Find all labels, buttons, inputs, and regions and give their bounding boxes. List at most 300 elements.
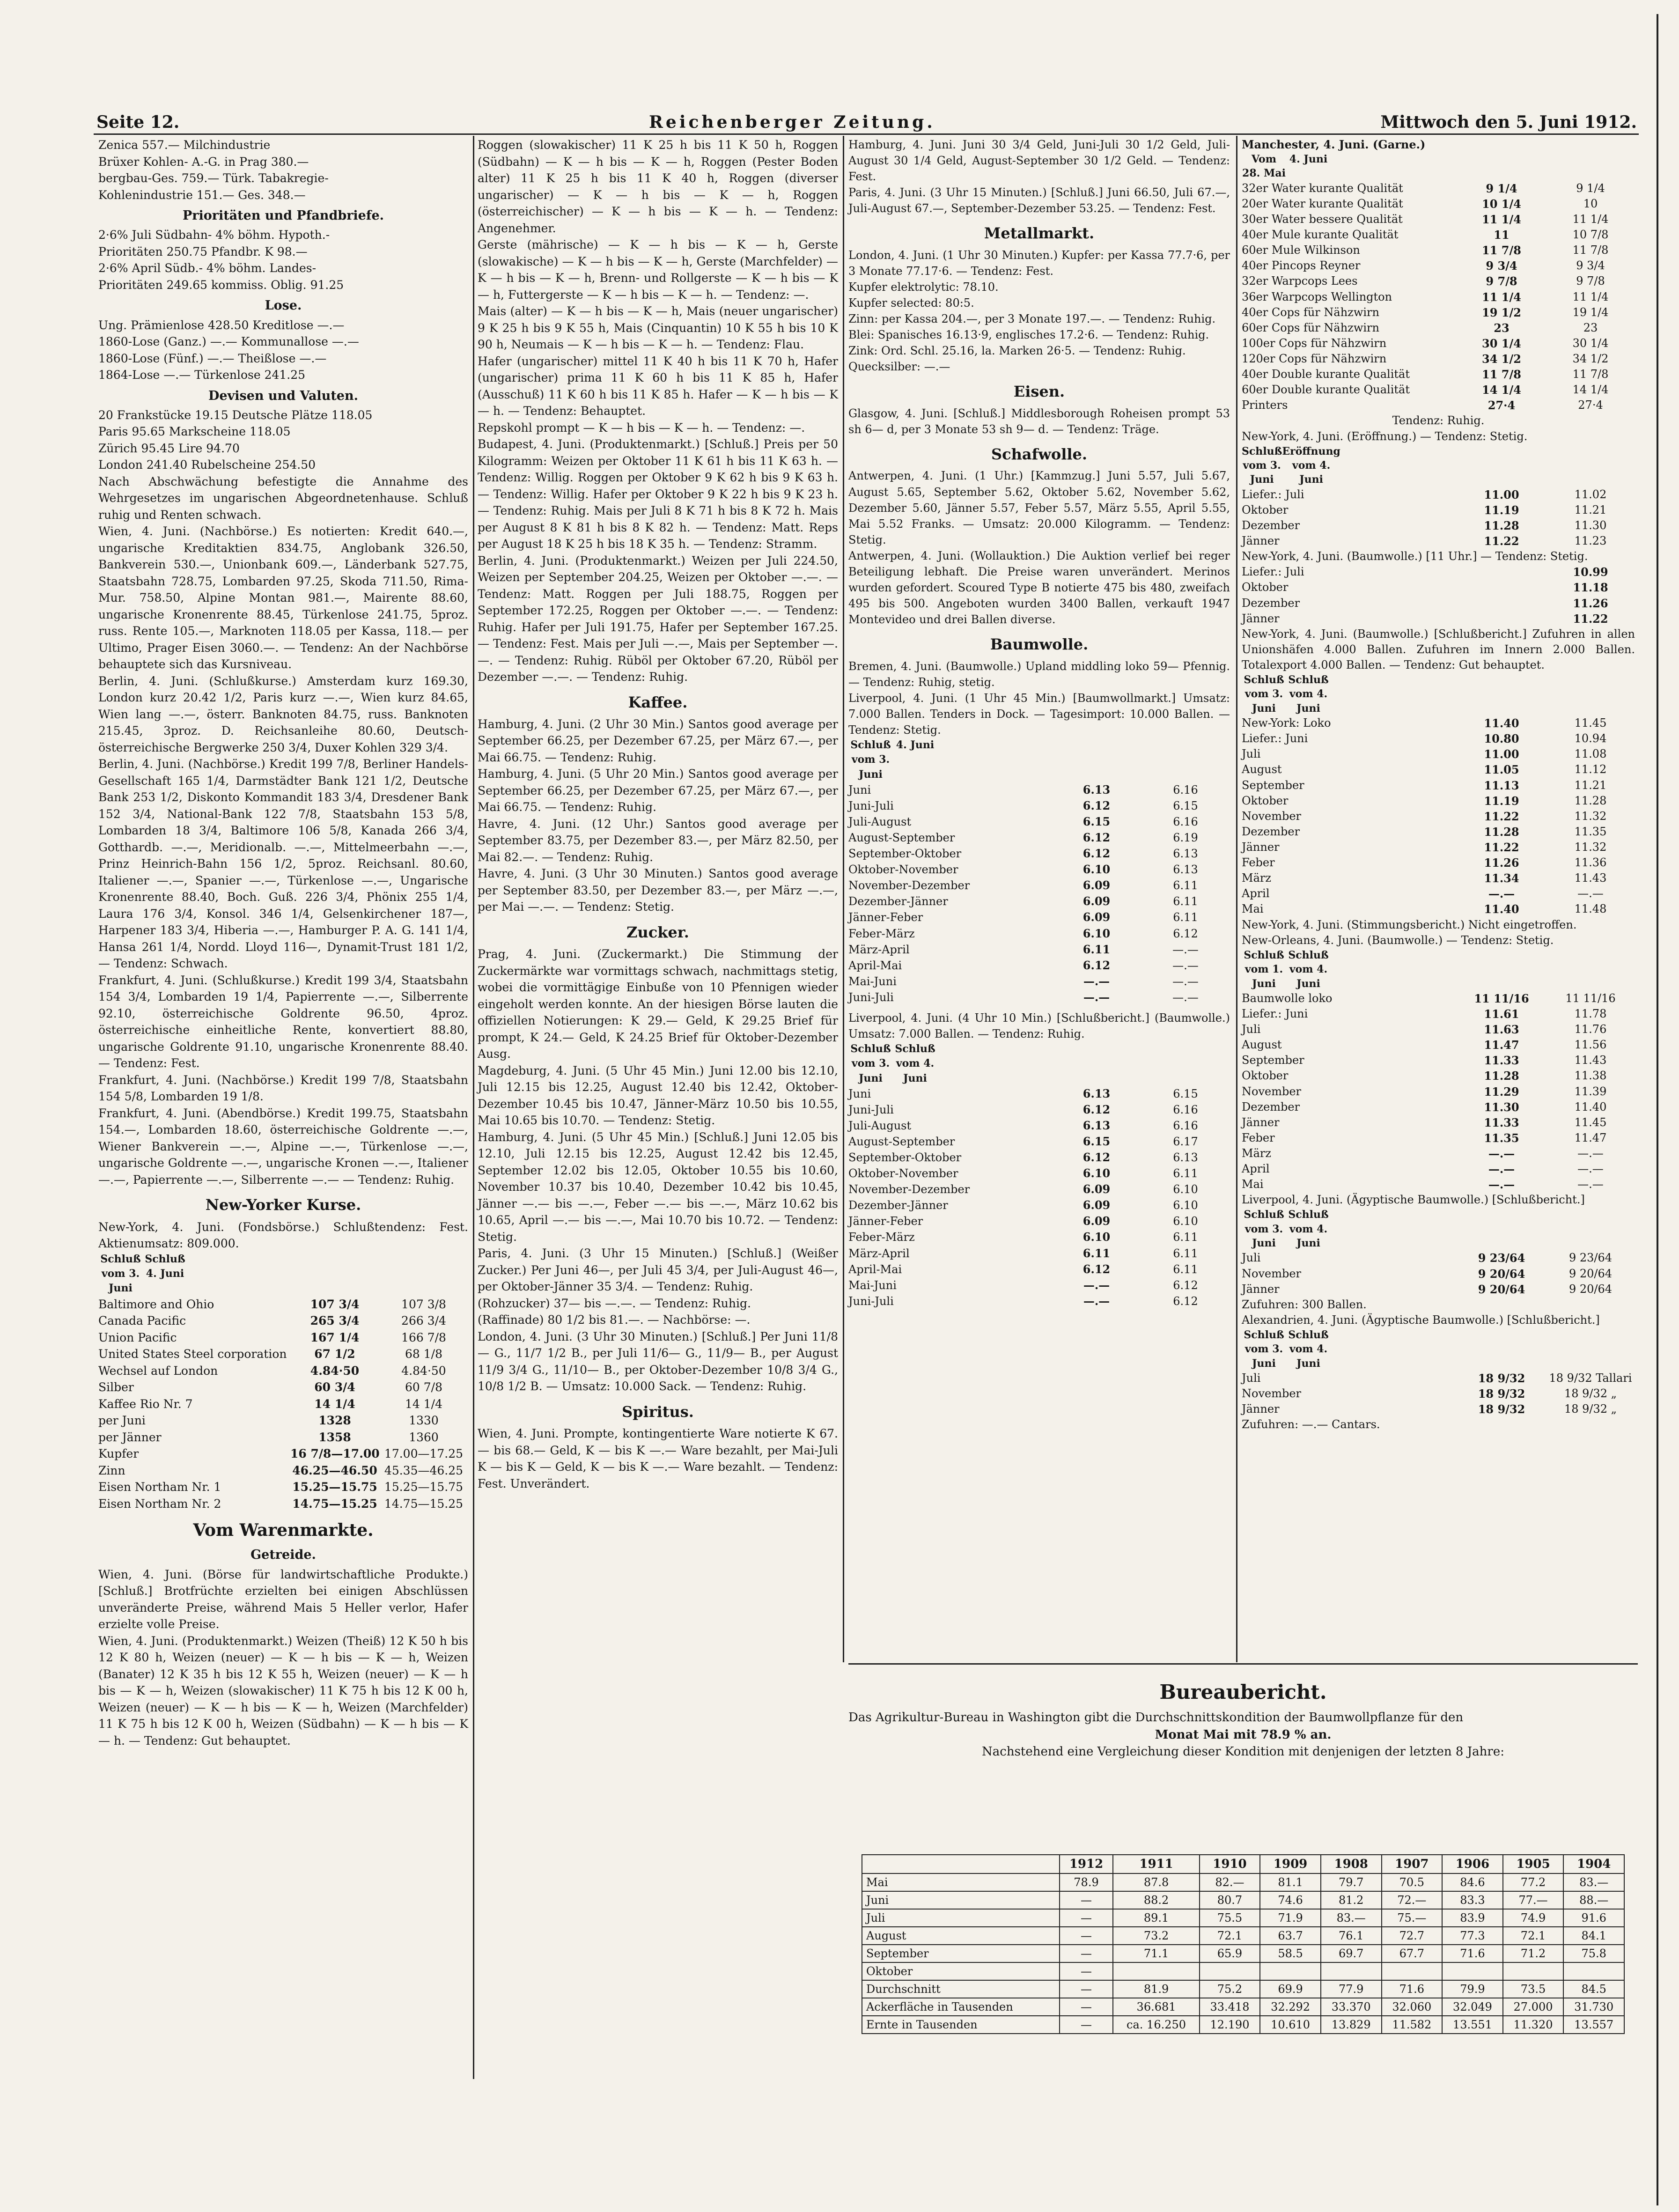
table-row <box>848 1165 1230 1181</box>
table-cell: 9 7/8 <box>1576 274 1605 288</box>
table-cell: 82.— <box>1200 1873 1260 1891</box>
table-row <box>98 1479 468 1496</box>
table-cell: 11.582 <box>1382 2016 1443 2034</box>
table-cell: 6.17 <box>1173 1135 1198 1148</box>
table-row <box>1242 1161 1635 1177</box>
table-row <box>862 1909 1624 1927</box>
table-row <box>1242 1037 1635 1053</box>
article-paragraph: Frankfurt, 4. Juni. (Schlußkurse.) Kredit 199 3/4, Staatsbahn 154 3/4, Lombarden 19 1/4, Papierrente —.—, Silberrente 92.10, österreichische Goldrente 96.50, 4proz. österreichische einheitliche Rente, konvertiert 88.80, ungarische Goldrente 91.10, ungarische Kronenrente 88.40. — Tendenz: Fest. <box>98 973 468 1070</box>
article-paragraph: Antwerpen, 4. Juni. (1 Uhr.) [Kammzug.] Juni 5.57, Juli 5.67, August 5.65, September 5.62, Oktober 5.62, November 5.62, Dezember 5.60, Jänner 5.57, Feber 5.57, März 5.55, April 5.55, Mai 5.52 Franks. — Umsatz: 20.000 Kilogramm. — Tendenz: Stetig. <box>848 469 1230 546</box>
table-cell: 11.47 <box>1574 1131 1607 1144</box>
table-cell: 11.40 <box>1484 716 1519 730</box>
table-cell: 83.— <box>1563 1873 1624 1891</box>
table-row <box>98 1363 468 1379</box>
table-cell: 11.22 <box>1484 809 1519 823</box>
table-cell: 71.2 <box>1503 1945 1564 1962</box>
table-cell <box>1113 1962 1199 1980</box>
table-row <box>1242 367 1635 382</box>
table-cell: 11.47 <box>1484 1038 1519 1052</box>
table-cell: 11.45 <box>1574 1115 1607 1129</box>
table-cell: Baumwolle loko <box>1242 991 1333 1005</box>
table-cell: 72.— <box>1382 1891 1443 1909</box>
table-row <box>1242 305 1635 320</box>
column-3 <box>848 137 1230 1309</box>
table-header-cell: 4. Juni <box>896 739 935 752</box>
table-header-cell: Schluß vom 3. Juni <box>850 1043 891 1084</box>
table-cell: 11.26 <box>1484 856 1519 870</box>
table-cell: Oktober <box>1242 1069 1289 1083</box>
table-cell: Juli-August <box>848 815 912 828</box>
table-cell: 11.56 <box>1574 1038 1607 1052</box>
table-cell: Mai <box>862 1873 1060 1891</box>
article-paragraph: Antwerpen, 4. Juni. (Wollauktion.) Die Auktion verlief bei reger Beteiligung lebhaft. Die Preise waren unverändert. Merinos wurden gefordert. Scoured Type B notierte 475 bis 480, zweifach 495 bis 500. Angeboten wurden 3400 Ballen, verkauft 1947 Montevideo und drei Ballen diverse. <box>848 549 1230 627</box>
table-cell: 11.18 <box>1573 581 1608 595</box>
data-table <box>1242 673 1635 917</box>
table-cell: 33.418 <box>1200 1998 1260 2016</box>
article-paragraph: Wien, 4. Juni. (Börse für landwirtschaftliche Produkte.) [Schluß.] Brotfrüchte erzielten bei einigen Abschlüssen unveränderte Preise, während Mais 5 Heller verlor, Hafer erzielte volle Preise. <box>98 1567 468 1631</box>
newspaper-title: Reichenberger Zeitung. <box>649 112 935 132</box>
table-cell: 72.7 <box>1382 1927 1443 1945</box>
table-cell: Juni-Juli <box>848 1103 894 1116</box>
table-cell: 11.40 <box>1484 902 1519 916</box>
table-row <box>98 1312 468 1329</box>
column-rule-3 <box>1236 136 1237 1662</box>
table-cell: 6.15 <box>1083 814 1111 828</box>
table-cell: Juni <box>862 1891 1060 1909</box>
table-row <box>1242 1266 1635 1282</box>
bureau-section <box>848 1672 1638 1761</box>
table-cell: 83.— <box>1321 1909 1382 1927</box>
table-cell: Liefer.: Juni <box>1242 1007 1308 1020</box>
table-cell: 11.48 <box>1574 902 1607 916</box>
article-paragraph: New-York, 4. Juni. (Eröffnung.) — Tendenz: Stetig. <box>1242 429 1528 443</box>
table-cell: 6.15 <box>1173 1087 1198 1100</box>
table-cell: 27·4 <box>1578 398 1603 412</box>
table-cell: November <box>1242 809 1302 823</box>
table-cell: 100er Cops für Nähzwirn <box>1242 336 1387 350</box>
table-cell: 6.10 <box>1083 926 1111 940</box>
table-cell: 9 20/64 <box>1569 1282 1613 1296</box>
table-cell: Printers <box>1242 398 1288 412</box>
table-cell: — <box>1060 1909 1113 1927</box>
table-cell: 79.9 <box>1442 1980 1503 1998</box>
table-cell: 18 9/32 Tallari <box>1549 1371 1632 1385</box>
table-cell: New-York: Loko <box>1242 716 1331 730</box>
table-cell: Feber <box>1242 856 1275 870</box>
table-cell: 11.30 <box>1484 1100 1519 1114</box>
table-cell: 14 1/4 <box>314 1397 355 1411</box>
table-cell: 167 1/4 <box>310 1330 360 1344</box>
table-cell: 11.35 <box>1484 1131 1519 1145</box>
article-paragraph: London, 4. Juni. (1 Uhr 30 Minuten.) Kupfer: per Kassa 77.7·6, per 3 Monate 77.17·6. — Tendenz: Fest. <box>848 248 1230 278</box>
table-row <box>848 1086 1230 1102</box>
table-cell: 88.2 <box>1113 1891 1199 1909</box>
table-row <box>98 1329 468 1346</box>
table-cell: 84.6 <box>1442 1873 1503 1891</box>
table-cell: Silber <box>98 1380 134 1394</box>
table-cell: Juli <box>1242 1371 1261 1385</box>
table-cell: Jänner <box>1242 534 1280 548</box>
table-cell: 11.08 <box>1574 747 1607 761</box>
table-row <box>848 926 1230 942</box>
table-header-row <box>1242 673 1331 715</box>
table-header-cell: Vom 28. Mai <box>1242 153 1286 180</box>
table-cell: 81.1 <box>1260 1873 1321 1891</box>
table-row <box>1242 715 1635 731</box>
table-cell: 266 3/4 <box>401 1314 446 1328</box>
article-paragraph: Frankfurt, 4. Juni. (Abendbörse.) Kredit 199.75, Staatsbahn 154.—, Lombarden 18.60, österreichische Goldrente —.—, Wiener Bankverein —.—, Alpine —.—, Türkenlose —.—, ungarische Goldrente —.—, ungarische Kronen —.—, Italiener —.—, Papierrente —.—, Silberrente —.— — Tendenz: Ruhig. <box>98 1106 468 1187</box>
table-row <box>848 846 1230 862</box>
table-row <box>98 1429 468 1446</box>
table-cell: 11.22 <box>1484 534 1519 548</box>
table-row <box>848 1229 1230 1245</box>
table-row <box>1242 778 1635 793</box>
table-cell: 6.15 <box>1083 1134 1111 1148</box>
article-paragraph: Wien, 4. Juni. (Nachbörse.) Es notierten: Kredit 640.—, ungarische Kreditaktien 834.75, Anglobank 326.50, Bankverein 530.—, Unionbank 609.—, Länderbank 527.75, Staatsbahn 728.75, Lombarden 97.25, Skoda 711.50, Rima-Mur. 758.50, Alpine Montan 981.—, Mairente 88.60, ungarische Kronenrente 88.45, Türkenlose 241.75, 5proz. russ. Rente 105.—, Marknoten 118.05 per Kassa, 118.— per Ultimo, Prager Eisen 3060.—. — Tendenz: An der Nachbörse behauptete sich das Kursniveau. <box>98 524 468 671</box>
table-row <box>1242 1401 1635 1417</box>
article-paragraph: Monat Mai mit 78.9 % an. <box>1155 1727 1332 1742</box>
section-heading-devisen: Devisen und Valuten. <box>208 388 359 403</box>
table-cell: —.— <box>1083 1278 1110 1292</box>
table-cell: Juli <box>862 1909 1060 1927</box>
article-paragraph: Prag, 4. Juni. (Zuckermarkt.) Die Stimmung der Zuckermärkte war vormittags schwach, nachmittags stetig, wobei die vormittägige Einbuße von 10 Pfennigen wieder eingeholt werden konnte. An der hiesigen Börse lauten die offiziellen Notierungen: K 29.— Geld, K 29.25 Brief für prompt, K 24.— Geld, K 24.25 Brief für Oktober-Dezember Ausg. <box>478 947 838 1061</box>
table-row <box>848 1150 1230 1165</box>
table-cell: 84.1 <box>1563 1927 1624 1945</box>
table-cell: August-September <box>848 1135 955 1148</box>
table-cell: 9 3/4 <box>1486 259 1517 273</box>
table-cell: 13.551 <box>1442 2016 1503 2034</box>
table-header-cell: 4. Juni <box>1289 153 1328 166</box>
table-cell: Oktober <box>1242 503 1289 516</box>
table-row <box>1242 320 1635 336</box>
article-paragraph: Nach Abschwächung befestigte die Annahme des Wehrgesetzes im ungarischen Abgeordnetenhause. Schluß ruhig und Renten schwach. <box>98 474 468 522</box>
table-cell: 32.292 <box>1260 1998 1321 2016</box>
table-cell: 107 3/8 <box>401 1297 446 1311</box>
table-cell: 78.9 <box>1060 1873 1113 1891</box>
table-cell: März-April <box>848 1246 910 1260</box>
data-table <box>1242 152 1635 413</box>
table-cell: —.— <box>1488 1162 1515 1176</box>
table-row <box>1242 1146 1635 1161</box>
table-cell: 6.12 <box>1083 1262 1111 1276</box>
article-paragraph: Berlin, 4. Juni. (Schlußkurse.) Amsterdam kurz 169.30, London kurz 20.42 1/2, Paris kurz —.—, Wien kurz 84.65, Wien lang —.—, österr. Banknoten 84.75, russ. Banknoten 215.45, 3proz. D. Reichsanleihe 80.60, Deutsch-österreichische Bergwerke 250 3/4, Duxer Kohlen 329 3/4. <box>98 674 468 754</box>
table-cell: Jänner-Feber <box>848 911 923 924</box>
table-cell <box>1260 1962 1321 1980</box>
table-cell: 11 <box>1494 228 1510 242</box>
table-cell: Dezember <box>1242 1100 1300 1113</box>
table-cell: 71.1 <box>1113 1945 1199 1962</box>
article-paragraph: Magdeburg, 4. Juni. (5 Uhr 45 Min.) Juni 12.00 bis 12.10, Juli 12.15 bis 12.25, August 12.40 bis 12.42, Oktober-Dezember 10.45 bis 10.47, Jänner-März 10.50 bis 10.55, Mai 10.65 bis 10.70. — Tendenz: Stetig. <box>478 1063 838 1128</box>
table-cell: 6.12 <box>1173 1278 1198 1292</box>
article-paragraph: Das Agrikultur-Bureau in Washington gibt die Durchschnittskondition der Baumwollpflanze für den <box>848 1710 1464 1725</box>
table-cell: 6.10 <box>1173 1199 1198 1212</box>
table-cell: 166 7/8 <box>401 1330 446 1344</box>
section-heading-schafwolle: Schafwolle. <box>991 445 1088 464</box>
table-row <box>848 1197 1230 1213</box>
table-cell: 11.36 <box>1574 856 1607 870</box>
section-heading-getreide: Getreide. <box>250 1548 316 1563</box>
table-cell: 19 1/4 <box>1572 305 1609 319</box>
bureau-rule <box>848 1663 1638 1665</box>
page-number: Seite 12. <box>96 112 180 132</box>
article-paragraph: New-York, 4. Juni. (Fondsbörse.) Schlußtendenz: Fest. Aktienumsatz: 809.000. <box>98 1220 468 1251</box>
table-cell: 120er Cops für Nähzwirn <box>1242 352 1387 366</box>
table-cell: Juli-August <box>848 1119 912 1132</box>
table-row <box>1242 564 1635 580</box>
table-cell: — <box>1060 1945 1113 1962</box>
article-paragraph: Frankfurt, 4. Juni. (Nachbörse.) Kredit 199 7/8, Staatsbahn 154 5/8, Lombarden 19 1/8. <box>98 1073 468 1104</box>
table-cell: per Juni <box>98 1414 146 1428</box>
table-cell: 6.12 <box>1083 798 1111 812</box>
article-paragraph: Tendenz: Ruhig. <box>1392 414 1485 428</box>
table-cell: 77.2 <box>1503 1873 1564 1891</box>
table-cell: 11.34 <box>1484 871 1519 885</box>
data-table <box>98 1252 468 1512</box>
table-cell: 1358 <box>318 1430 351 1444</box>
table-cell: Kupfer <box>98 1447 139 1461</box>
table-cell: 13.829 <box>1321 2016 1382 2034</box>
data-table <box>1242 948 1635 1193</box>
table-cell: — <box>1060 1927 1113 1945</box>
table-cell: Liefer.: Juli <box>1242 565 1304 579</box>
table-cell: 34 1/2 <box>1572 352 1609 366</box>
table-cell: August-September <box>848 831 955 845</box>
article-paragraph: Manchester, 4. Juni. (Garne.) <box>1242 138 1426 151</box>
table-cell: April <box>1242 887 1270 900</box>
table-cell: 11.43 <box>1574 871 1607 885</box>
table-cell: Oktober-November <box>848 863 958 877</box>
section-heading-kaffee: Kaffee. <box>628 693 688 711</box>
table-cell: September <box>1242 1054 1304 1067</box>
table-row <box>98 1346 468 1363</box>
table-cell: 6.09 <box>1083 878 1111 892</box>
table-row <box>1242 840 1635 855</box>
condition-table <box>862 1854 1625 2034</box>
table-cell: 11 7/8 <box>1482 368 1521 382</box>
table-cell: 11 1/4 <box>1482 213 1521 227</box>
table-cell: 91.6 <box>1563 1909 1624 1927</box>
table-row <box>1242 746 1635 762</box>
table-cell: April-Mai <box>848 959 902 972</box>
table-row <box>848 958 1230 973</box>
table-cell: August <box>1242 763 1282 776</box>
table-row <box>98 1445 468 1462</box>
table-cell: Jänner <box>1242 1402 1280 1416</box>
column-rule-2 <box>843 136 844 1662</box>
table-cell: 11.23 <box>1574 534 1607 548</box>
table-cell: 32er Water kurante Qualität <box>1242 181 1403 195</box>
table-row <box>1242 824 1635 840</box>
table-cell: 73.2 <box>1113 1927 1199 1945</box>
article-paragraph: Paris, 4. Juni. (3 Uhr 15 Minuten.) [Schluß.] Juni 66.50, Juli 67.—, Juli-August 67.—, September-Dezember 53.25. — Tendenz: Fest. <box>848 186 1230 215</box>
table-cell: September-Oktober <box>848 1151 962 1165</box>
table-cell: 11.78 <box>1574 1007 1607 1020</box>
table-cell: 11.61 <box>1484 1007 1519 1021</box>
table-row <box>1242 580 1635 595</box>
table-cell: 34 1/2 <box>1482 352 1521 366</box>
table-cell: August <box>862 1927 1060 1945</box>
table-cell: Feber-März <box>848 927 915 940</box>
table-cell: 11.40 <box>1574 1100 1607 1113</box>
table-cell: 11.76 <box>1574 1023 1607 1036</box>
table-cell: September <box>1242 778 1304 792</box>
table-header-cell: Schluß vom 3. Juni <box>1244 1209 1284 1250</box>
table-cell: 11.35 <box>1574 825 1607 838</box>
table-cell: 80.7 <box>1200 1891 1260 1909</box>
table-cell: 14 1/4 <box>1572 383 1609 397</box>
article-paragraph: New-York, 4. Juni. (Baumwolle.) [Schlußbericht.] Zufuhren in allen Unionshäfen 4.000 Ballen. Zufuhren im Innern 2.000 Ballen. Totalexport 4.000 Ballen. — Tendenz: Gut behauptet. <box>1242 627 1635 671</box>
table-cell: 6.09 <box>1083 894 1111 908</box>
table-header-cell: Schluß vom 3. Juni <box>850 739 891 781</box>
table-cell: Oktober <box>862 1962 1060 1980</box>
table-row <box>98 1379 468 1396</box>
table-cell: 6.11 <box>1083 942 1111 956</box>
table-cell: 11 11/16 <box>1565 991 1616 1005</box>
table-cell: 6.10 <box>1083 863 1111 877</box>
table-row <box>1242 1084 1635 1099</box>
table-cell: 18 9/32 „ <box>1564 1402 1617 1416</box>
table-cell: Oktober <box>1242 581 1289 594</box>
table-cell: 33.370 <box>1321 1998 1382 2016</box>
table-cell: 6.13 <box>1083 1118 1111 1132</box>
table-header-cell: Schluß vom 3. Juni <box>1244 1329 1284 1370</box>
article-paragraph: Glasgow, 4. Juni. [Schluß.] Middlesborough Roheisen prompt 53 sh 6— d, per 3 Monate 53 sh 9— d. — Tendenz: Träge. <box>848 406 1230 436</box>
table-row <box>848 830 1230 846</box>
table-header-cell: 1906 <box>1442 1855 1503 1873</box>
table-row <box>1242 870 1635 886</box>
stock-list: Zenica 557.— Milchindustrie Brüxer Kohlen- A.-G. in Prag 380.— bergbau-Ges. 759.— Türk. Tabakregie- Kohlenindustrie 151.— Ges. 348.— <box>98 138 329 202</box>
table-cell: 11.29 <box>1484 1084 1519 1099</box>
article-paragraph: Havre, 4. Juni. (3 Uhr 30 Minuten.) Santos good average per September 83.50, per Dezember 83.—, per März —.—, per Mai —.—. — Tendenz: Stetig. <box>478 867 838 914</box>
table-cell: 36er Warpcops Wellington <box>1242 290 1392 303</box>
table-cell <box>1382 1962 1443 1980</box>
table-row <box>1242 1282 1635 1297</box>
article-paragraph: Liverpool, 4. Juni. (4 Uhr 10 Min.) [Schlußbericht.] (Baumwolle.) Umsatz: 7.000 Ballen. — Tendenz: Ruhig. <box>848 1011 1230 1040</box>
table-cell: 68 1/8 <box>405 1347 442 1361</box>
table-cell: 107 3/4 <box>310 1297 360 1311</box>
table-cell: 11.00 <box>1484 487 1519 501</box>
table-row <box>862 1927 1624 1945</box>
table-cell: Ernte in Tausenden <box>862 2016 1060 2034</box>
table-header-cell: Schluß vom 4. Juni <box>895 1043 935 1084</box>
table-cell: 11.28 <box>1484 825 1519 839</box>
table-cell: 11.22 <box>1573 612 1608 626</box>
table-row <box>98 1462 468 1479</box>
table-cell: 69.9 <box>1260 1980 1321 1998</box>
table-cell: —.— <box>1172 959 1199 972</box>
table-cell: Eisen Northam Nr. 2 <box>98 1497 221 1511</box>
table-cell: 6.13 <box>1083 782 1111 796</box>
table-row <box>862 1891 1624 1909</box>
table-header-row <box>1242 152 1331 181</box>
section-heading-baumwolle: Baumwolle. <box>990 635 1089 654</box>
article-paragraph: Liverpool, 4. Juni. (1 Uhr 45 Min.) [Baumwollmarkt.] Umsatz: 7.000 Ballen. Tenders in Dock. — Tagesimport: 10.000 Ballen. — Tendenz: Stetig. <box>848 691 1230 737</box>
table-cell: Mai-Juni <box>848 1278 897 1292</box>
article-paragraph: New-York, 4. Juni. (Stimmungsbericht.) Nicht eingetroffen. <box>1242 918 1577 931</box>
table-header-row <box>848 1042 937 1086</box>
article-paragraph: Hamburg, 4. Juni. (5 Uhr 20 Min.) Santos good average per September 66.25, per Dezember 67.25, per März 67.—, per Mai 66.75. — Tendenz: Ruhig. <box>478 767 838 814</box>
table-row <box>1242 1386 1635 1401</box>
table-row <box>1242 533 1635 549</box>
column-rule-1 <box>473 136 474 2079</box>
table-cell: 6.11 <box>1173 1246 1198 1260</box>
table-cell: 23 <box>1583 321 1598 334</box>
table-row <box>862 2016 1624 2034</box>
table-cell: 11.63 <box>1484 1023 1519 1037</box>
table-header-cell: Schluß vom 3. Juni <box>1244 674 1284 715</box>
table-header-row <box>1242 1208 1331 1250</box>
table-header-cell: 1905 <box>1503 1855 1564 1873</box>
table-cell: 6.09 <box>1083 910 1111 924</box>
table-cell: 18 9/32 <box>1478 1402 1525 1416</box>
article-paragraph: Nachstehend eine Vergleichung dieser Kondition mit denjenigen der letzten 8 Jahre: <box>982 1745 1504 1759</box>
table-cell: per Jänner <box>98 1430 162 1444</box>
table-cell: 11.21 <box>1574 778 1607 792</box>
table-cell: 31.730 <box>1563 1998 1624 2016</box>
table-header-cell: Schluß vom 4. Juni <box>1288 674 1329 715</box>
table-cell: 11.26 <box>1573 596 1608 610</box>
table-row <box>848 1134 1230 1150</box>
table-cell: 32.049 <box>1442 1998 1503 2016</box>
table-cell: 77.3 <box>1442 1927 1503 1945</box>
table-header-cell: 1908 <box>1321 1855 1382 1873</box>
table-row <box>1242 762 1635 777</box>
table-cell: Juli <box>1242 1023 1261 1036</box>
table-cell: 11.39 <box>1574 1084 1607 1098</box>
table-cell: 9 23/64 <box>1569 1251 1613 1265</box>
article-paragraph: Paris, 4. Juni. (3 Uhr 15 Minuten.) [Schluß.] (Weißer Zucker.) Per Juni 46—, per Juli 45 3/4, per Juli-August 46—, per Oktober-Jänner 35 3/4. — Tendenz: Ruhig. <box>478 1246 838 1294</box>
table-cell: 6.13 <box>1083 1086 1111 1100</box>
table-cell: ca. 16.250 <box>1113 2016 1199 2034</box>
section-heading-eisen: Eisen. <box>1013 383 1065 401</box>
table-row <box>1242 273 1635 289</box>
table-cell: September-Oktober <box>848 847 962 861</box>
table-row <box>1242 1115 1635 1130</box>
table-cell <box>1442 1962 1503 1980</box>
article-paragraph: Hamburg, 4. Juni. Juni 30 3/4 Geld, Juni-Juli 30 1/2 Geld, Juli-August 30 1/4 Geld, August-September 30 1/2 Geld. — Tendenz: Fest. <box>848 138 1230 184</box>
article-paragraph: Wien, 4. Juni. (Produktenmarkt.) Weizen (Theiß) 12 K 50 h bis 12 K 80 h, Weizen (neuer) — K — h bis — K — h, Weizen (Banater) 12 K 35 h bis 12 K 55 h, Weizen (neuer) — K — h bis — K — h, Weizen (slowakischer) 11 K 75 h bis 12 K 00 h, Weizen (neuer) — K — h bis — K — h, Weizen (Marchfelder) 11 K 75 h bis 12 K 00 h, Weizen (Südbahn) — K — h bis — K — h. — Tendenz: Gut behauptet. <box>98 1634 468 1747</box>
article-paragraph: Hamburg, 4. Juni. (5 Uhr 45 Min.) [Schluß.] Juni 12.05 bis 12.10, Juli 12.15 bis 12.25, August 12.42 bis 12.45, September 12.02 bis 12.05, Oktober 10.55 bis 10.60, November 10.37 bis 10.40, Dezember 10.42 bis 10.45, Jänner —.— bis —.—, Feber —.— bis —.—, März 10.62 bis 10.65, April —.— bis —.—, Mai 10.70 bis 10.72. — Tendenz: Stetig. <box>478 1130 838 1244</box>
table-row <box>1242 611 1635 627</box>
table-row <box>848 1181 1230 1197</box>
table-cell: 6.12 <box>1083 831 1111 845</box>
table-row <box>1242 855 1635 870</box>
table-cell: 76.1 <box>1321 1927 1382 1945</box>
table-cell: November <box>1242 1387 1302 1401</box>
table-cell: Juni-Juli <box>848 990 894 1004</box>
table-header-cell: Eröffnung vom 4. Juni <box>1282 445 1340 486</box>
table-row <box>1242 793 1635 809</box>
table-cell: 6.16 <box>1173 1103 1198 1116</box>
table-header-cell: Schluß vom 4. Juni <box>1288 1329 1329 1370</box>
table-cell: —.— <box>1577 1178 1604 1191</box>
table-cell: 65.9 <box>1200 1945 1260 1962</box>
article-paragraph: New-York, 4. Juni. (Baumwolle.) [11 Uhr.] — Tendenz: Stetig. <box>1242 550 1588 563</box>
table-cell: Mai-Juni <box>848 974 897 988</box>
table-row <box>848 1293 1230 1309</box>
table-header-cell: Schluß vom 3. Juni <box>1242 445 1282 486</box>
table-cell: — <box>1060 1980 1113 1998</box>
article-paragraph: Roggen (slowakischer) 11 K 25 h bis 11 K 50 h, Roggen (Südbahn) — K — h bis — K — h, Roggen (Pester Boden alter) 11 K 25 h bis 11 K 40 h, Roggen (diverser ungarischer) — K — h bis — K — h, Roggen (österreichischer) — K — h bis — K — h. — Tendenz: Angenehmer. <box>478 138 838 235</box>
table-cell: Dezember <box>1242 518 1300 532</box>
table-cell: April <box>1242 1162 1270 1176</box>
table-cell: 11 1/4 <box>1572 290 1609 303</box>
table-cell: Durchschnitt <box>862 1980 1060 1998</box>
table-cell: 10 <box>1583 197 1598 210</box>
table-row <box>1242 1006 1635 1022</box>
table-cell: 10.99 <box>1573 565 1608 579</box>
article-paragraph: Quecksilber: —.— <box>848 360 950 374</box>
